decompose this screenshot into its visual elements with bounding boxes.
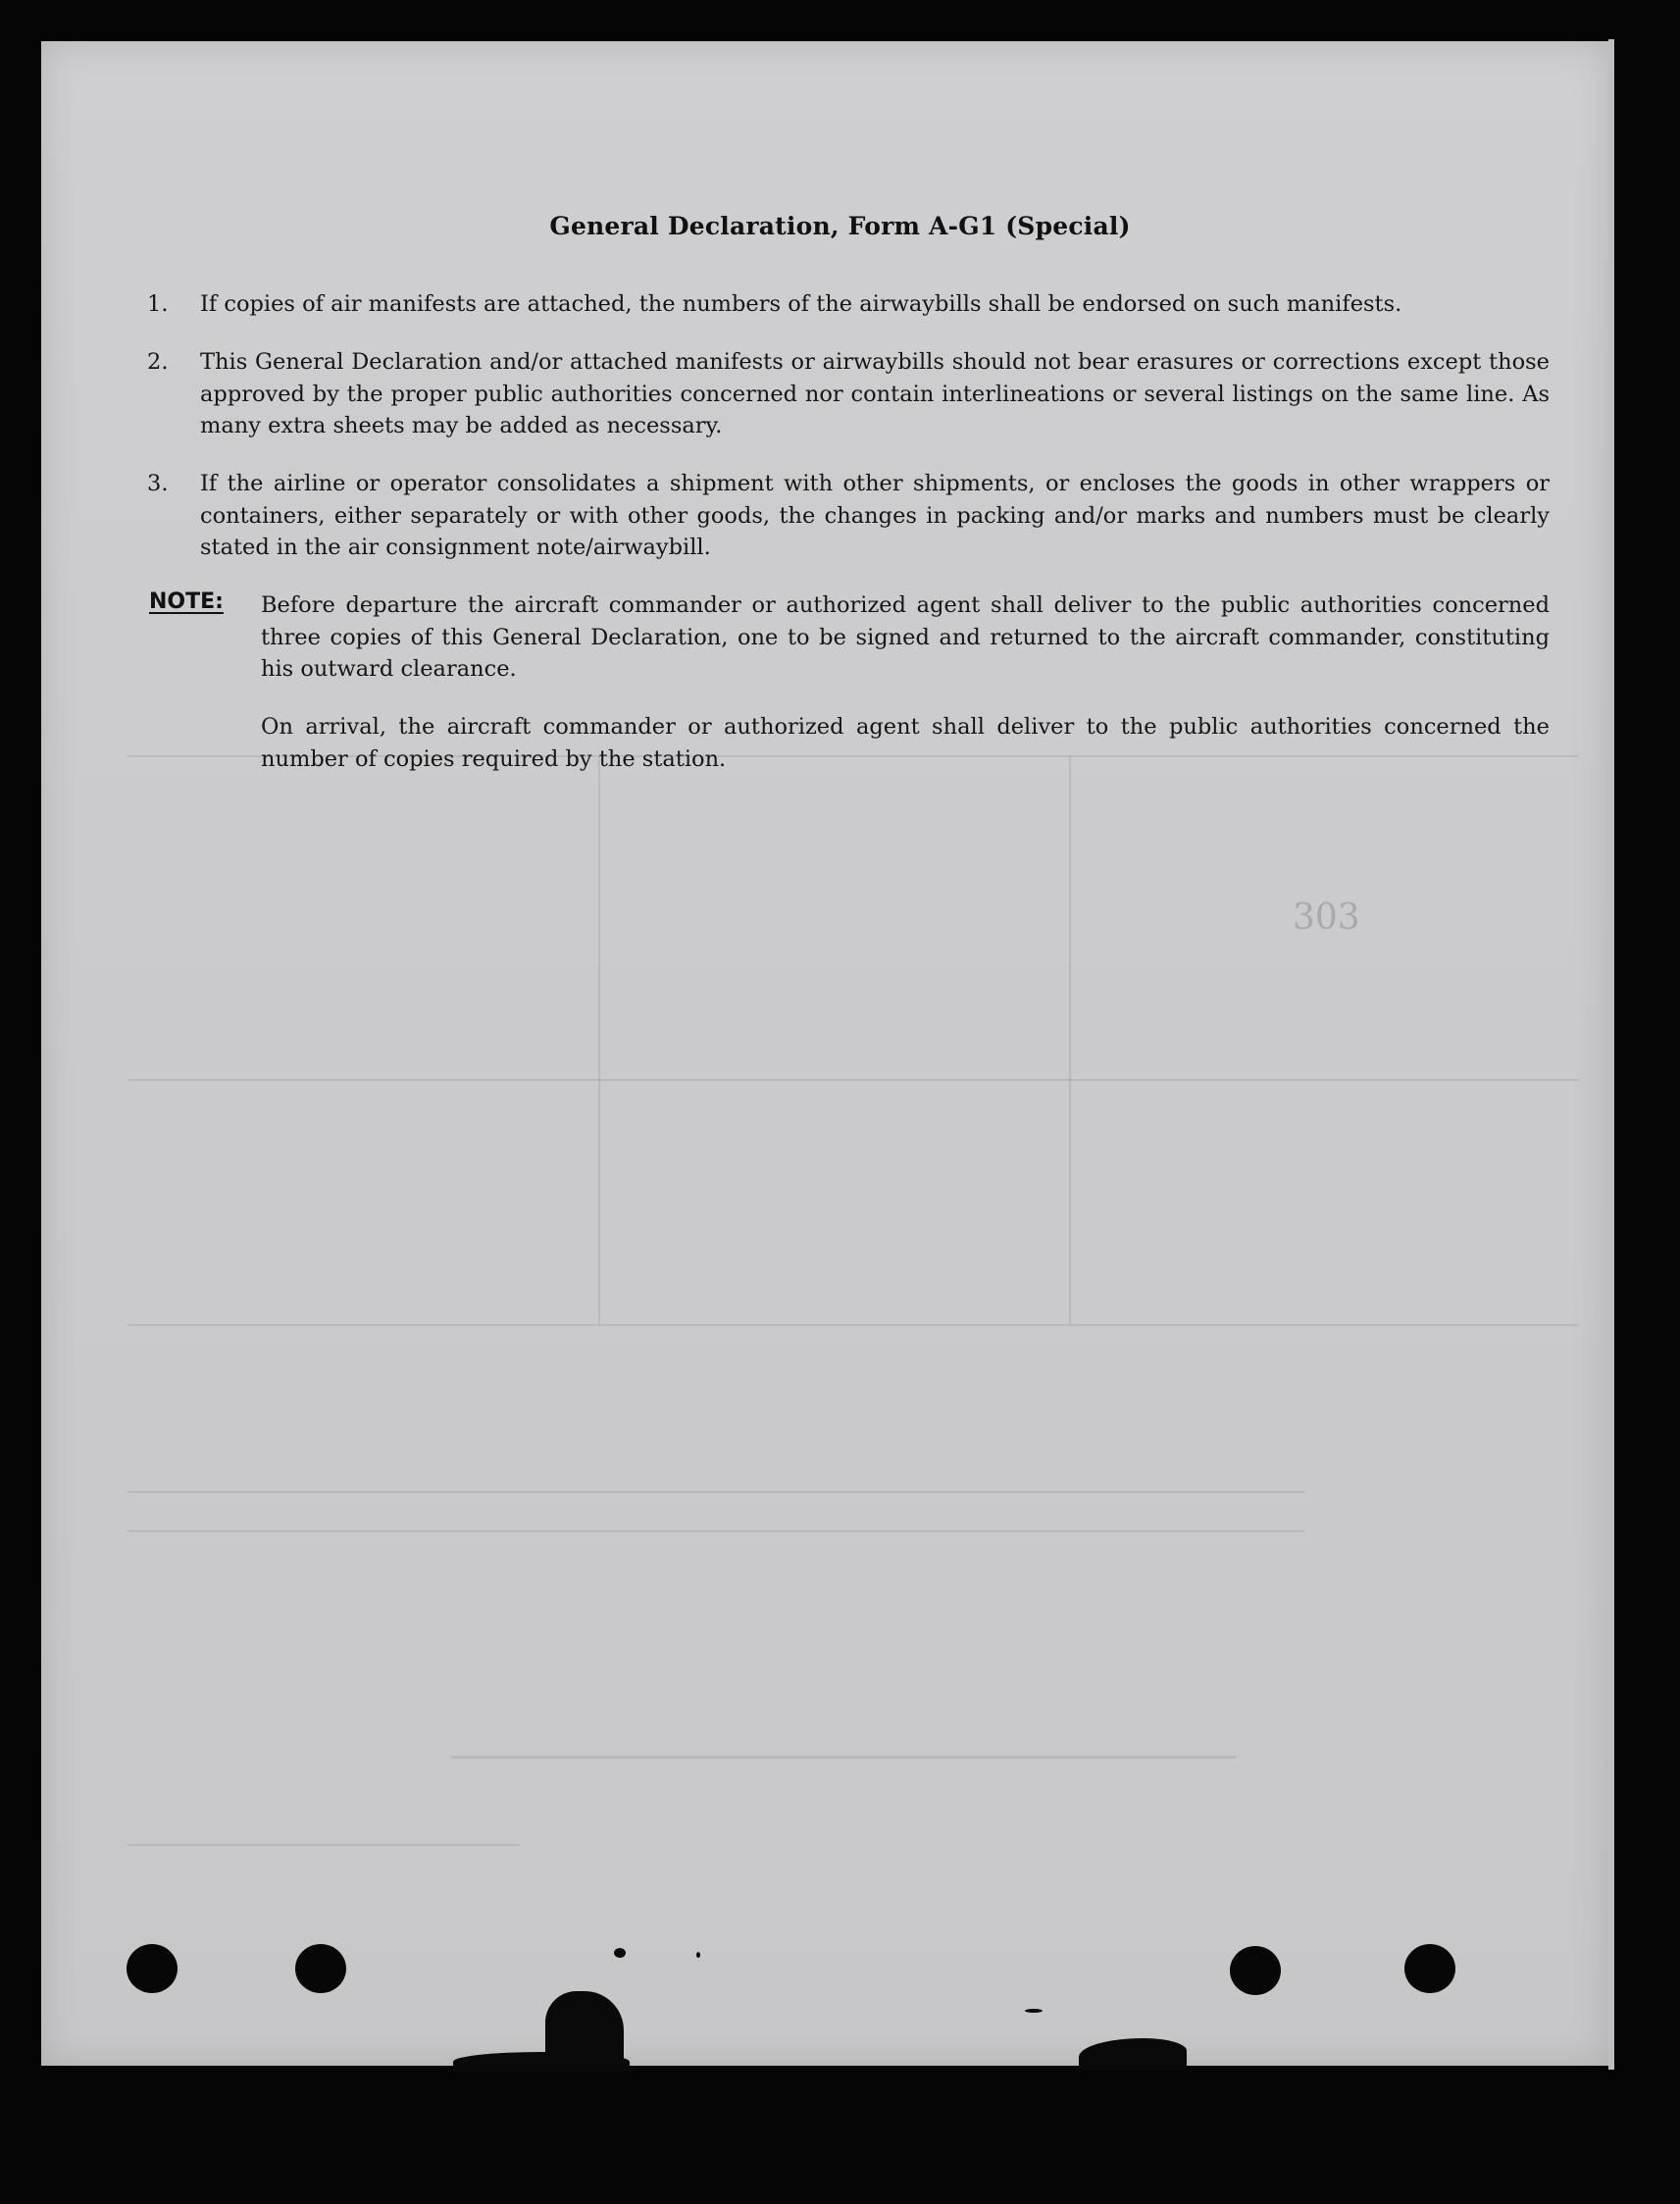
bleed-through-line: [127, 1324, 1579, 1326]
bleed-through-line: [127, 1491, 1304, 1493]
bleed-through-line: [598, 755, 600, 1324]
instruction-item-2: [147, 346, 1550, 444]
punch-hole: [1230, 1946, 1281, 1995]
bleed-through-line: [127, 1844, 520, 1846]
punch-hole: [1404, 1944, 1455, 1993]
bleed-through-line: [127, 1079, 1579, 1081]
note-paragraph-2: On arrival, the aircraft commander or authorized agent shall deliver to the public authorities concerned the number of copies required by the station.: [261, 714, 1550, 772]
speck: [1025, 2009, 1043, 2013]
tear-mark: [453, 2052, 630, 2072]
bleed-through-line: [1069, 755, 1071, 1324]
document-title: General Declaration, Form A-G1 (Special): [549, 212, 1131, 240]
faint-page-number: 303: [1293, 897, 1360, 938]
bleed-through-line: [127, 1530, 1304, 1532]
item-number: 2.: [147, 349, 169, 375]
paper-edge: [1608, 39, 1614, 2070]
item-number: 1.: [147, 291, 169, 317]
instruction-item-3: [147, 468, 1550, 566]
bleed-through-line: [451, 1756, 1236, 1759]
item-text: If copies of air manifests are attached, the numbers of the airwaybills shall be endorsed on such manifests.: [200, 291, 1402, 317]
item-text: If the airline or operator consolidates a shipment with other shipments, or encloses the goods in other wrappers or containers, either separately or with other goods, the changes in packing and/or marks and numbers must be clearly stated in the air consignment note/airwaybill.: [200, 471, 1550, 560]
punch-hole: [295, 1944, 346, 1993]
instruction-item-1: [147, 288, 1550, 328]
speck: [614, 1948, 626, 1958]
note-paragraph-1: Before departure the aircraft commander or authorized agent shall deliver to the public authorities concerned three copies of this General Declaration, one to be signed and returned to the aircraft commander, constituting his outward clearance.: [261, 592, 1550, 682]
note-label: NOTE:: [149, 589, 224, 614]
paper-sheet: [41, 41, 1608, 2066]
item-number: 3.: [147, 471, 169, 496]
punch-hole: [127, 1944, 178, 1993]
speck: [696, 1952, 700, 1958]
item-text: This General Declaration and/or attached manifests or airwaybills should not bear erasures or corrections except those approved by the proper public authorities concerned nor contain interlineations or several listings on the same line. As many extra sheets may be added as necessary.: [200, 349, 1550, 438]
